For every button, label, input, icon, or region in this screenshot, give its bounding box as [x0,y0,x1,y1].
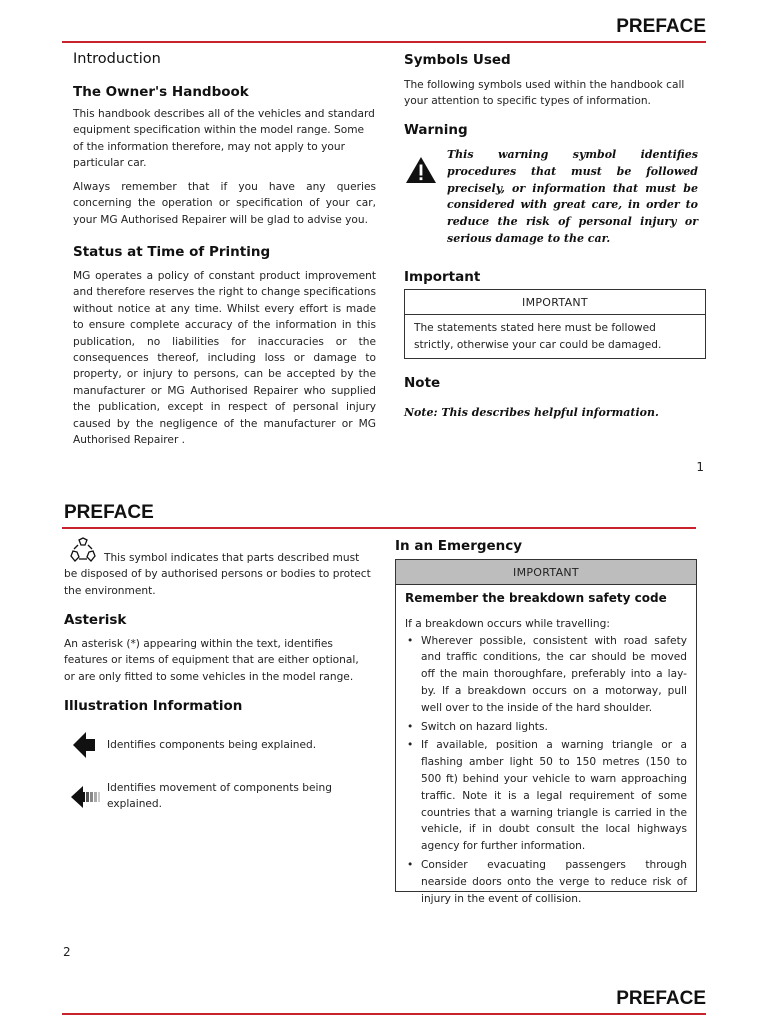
page3-header-rule [62,1013,706,1015]
recycle-text: This symbol indicates that parts described must be disposed of by authorised persons or bodies to protect the environment. [64,552,371,597]
page2-header-rule [62,527,696,529]
page2-header: PREFACE [64,502,154,523]
emergency-heading: In an Emergency [395,538,523,554]
arrow2-text: Identifies movement of components being explained. [107,782,332,811]
illustration-heading: Illustration Information [64,698,243,714]
note-heading: Note [404,375,441,391]
page2-number: 2 [63,945,71,959]
handbook-paragraph-2: Always remember that if you have any queries concerning the operation or specification of your car, your MG Authorised Repairer will be glad to advise you. [73,181,376,226]
emergency-intro: If a breakdown occurs while travelling: [405,617,610,630]
status-paragraph: MG operates a policy of constant product improvement and therefore reserves the right to change specifications without notice at any time. Whilst every effort is made to ensure complete accuracy of the information in this publication, no liabilities for inaccuracies or the consequences thereof, including loss or damage to property, or injury to persons, can be accepted by the manufacturer or MG Authorised Repairer who supplied the publication, except in respect of personal injury caused by the negligence of the manufacturer or MG Authorised Repairer . [73,270,376,447]
important-box-text: The statements stated here must be followed strictly, otherwise your car could be damaged. [414,322,662,351]
emergency-box [395,559,697,905]
arrow1-text: Identifies components being explained. [107,739,317,751]
handbook-heading: The Owner's Handbook [73,84,249,100]
motion-arrow-left-icon [71,784,101,810]
important-box-label: IMPORTANT [405,290,705,315]
warning-triangle-icon [405,156,437,184]
intro-heading: Introduction [73,51,161,67]
handbook-paragraph-1: This handbook describes all of the vehicles and standard equipment specification within the model range. Some of the information therefore, may not apply to your particular car. [73,108,375,170]
important-heading: Important [404,269,481,285]
page1-header-rule [62,41,706,43]
page1-header: PREFACE [616,16,706,37]
status-heading: Status at Time of Printing [73,244,271,260]
note-text: Note: This describes helpful information. [404,406,659,419]
emergency-box-title: Remember the breakdown safety code [405,591,667,605]
emergency-list [405,633,687,908]
warning-text: This warning symbol identifies procedures that must be followed precisely, or information that must be considered with great care, in order to reduce the risk of personal injury or serious damage to the car. [447,148,698,245]
emergency-list-item: • Switch on hazard lights. [405,719,687,736]
emergency-list-item: • Consider evacuating passengers through nearside doors onto the verge to reduce risk of injury in the event of collision. [405,857,687,907]
page3-header: PREFACE [616,988,706,1009]
emergency-box-label: IMPORTANT [396,560,696,585]
symbols-heading: Symbols Used [404,52,511,68]
solid-arrow-left-icon [73,731,97,759]
symbols-paragraph: The following symbols used within the handbook call your attention to specific types of information. [404,79,685,108]
warning-heading: Warning [404,122,468,138]
important-box [404,289,706,359]
emergency-list-item: • If available, position a warning triangle or a flashing amber light 50 to 150 metres (150 to 500 ft) behind your vehicle to warn approaching traffic. Note it is a legal requirement of some countries that a warning triangle is carried in the vehicle, if in doubt consult the local highways agency for further information. [405,737,687,855]
emergency-list-item: • Wherever possible, consistent with road safety and traffic conditions, the car should be moved off the main thoroughfare, preferably into a lay-by. If a breakdown occurs on a motorway, pull well over to the inside of the hard shoulder. [405,633,687,717]
asterisk-heading: Asterisk [64,612,127,628]
page1-number: 1 [696,460,704,474]
asterisk-paragraph: An asterisk (*) appearing within the text, identifies features or items of equipment that are either optional, or are only fitted to some vehicles in the model range. [64,638,359,683]
